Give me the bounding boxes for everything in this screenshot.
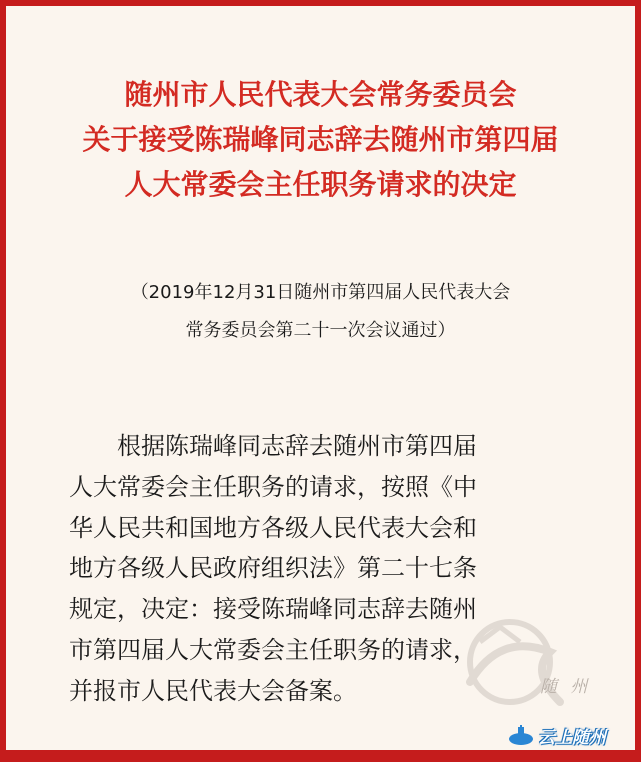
body-line-7: 并报市人民代表大会备案。 xyxy=(69,676,357,705)
body-line-2: 人大常委会主任职务的请求，按照《中 xyxy=(69,472,477,501)
yunshang-suizhou-logo xyxy=(508,722,606,748)
body-line-1: 根据陈瑞峰同志辞去随州市第四届 xyxy=(69,432,477,460)
adoption-note-line-1: （2019年12月31日随州市第四届人民代表大会 xyxy=(130,282,511,303)
adoption-note xyxy=(6,274,635,350)
document-title xyxy=(6,72,635,207)
watermark-text: 随 州 xyxy=(540,677,592,697)
watermark-emblem xyxy=(440,612,590,722)
body-line-6: 市第四届人大常委会主任职务的请求， xyxy=(69,635,477,664)
cloud-building-icon xyxy=(508,725,534,745)
adoption-note-line-2: 常务委员会第二十一次会议通过） xyxy=(185,320,456,341)
title-line-3: 人大常委会主任职务请求的决定 xyxy=(124,168,517,201)
title-line-2: 关于接受陈瑞峰同志辞去随州市第四届 xyxy=(82,123,559,156)
logo-text: 云上随州 xyxy=(538,727,606,748)
body-line-5: 规定，决定：接受陈瑞峰同志辞去随州 xyxy=(69,595,477,624)
title-line-1: 随州市人民代表大会常务委员会 xyxy=(124,78,517,111)
body-line-4: 地方各级人民政府组织法》第二十七条 xyxy=(69,554,477,583)
body-line-3: 华人民共和国地方各级人民代表大会和 xyxy=(69,513,477,542)
